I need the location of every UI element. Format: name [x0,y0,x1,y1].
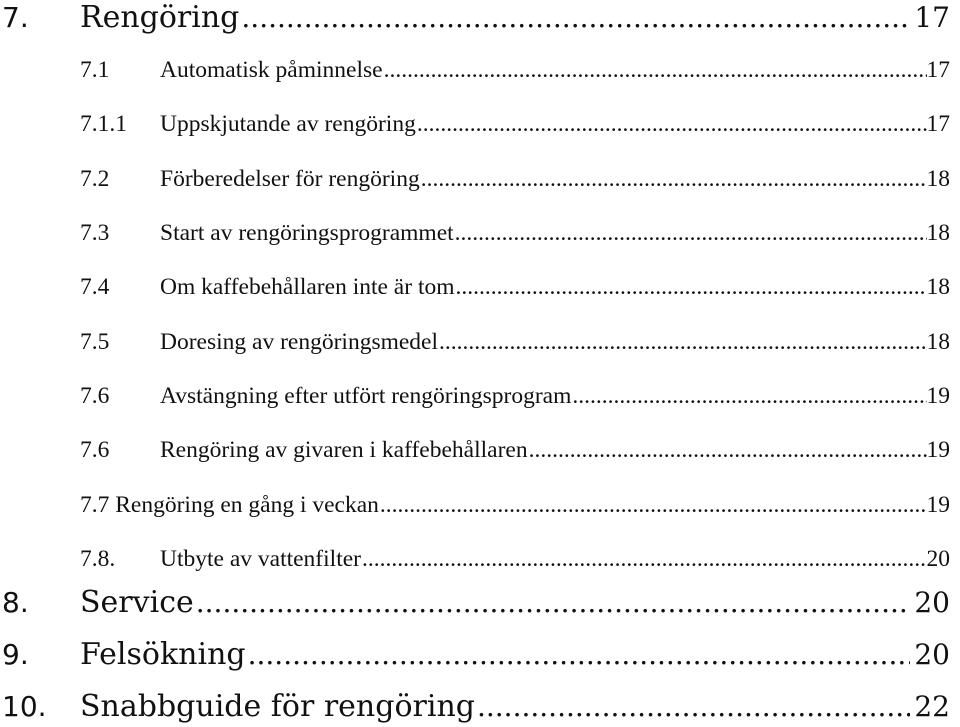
toc-entry-page: 19 [926,492,950,518]
toc-entry-7-6-b[interactable] [0,433,960,467]
toc-entry-page: 17 [926,111,950,137]
toc-entry-number: 8. [2,586,29,619]
toc-entry-page: 18 [926,274,950,300]
dot-leader [383,53,927,87]
toc-entry-title: Förberedelser för rengöring [160,166,420,192]
toc-entry-page: 20 [914,638,950,671]
toc-entry-title: Automatisk påminnelse [160,57,383,83]
toc-entry-title: Rengöring [80,0,240,35]
toc-entry-7-1-1[interactable] [0,107,960,141]
toc-entry-page: 22 [914,690,950,723]
toc-entry-number: 7. [2,1,29,34]
toc-entry-number: 9. [2,638,29,671]
dot-leader [379,488,927,522]
dot-leader [528,433,927,467]
toc-entry-8[interactable] [0,583,960,623]
toc-entry-title: Snabbguide för rengöring [80,689,475,724]
toc-entry-page: 20 [914,586,950,619]
toc-entry-7[interactable] [0,0,960,38]
toc-entry-number: 7.5 [80,329,110,355]
toc-entry-10[interactable] [0,687,960,727]
toc-entry-title: Avstängning efter utfört rengöringsprogram [160,383,572,409]
toc-entry-number: 7.6 [80,383,110,409]
toc-entry-page: 19 [926,437,950,463]
toc-entry-number: 7.8. [80,546,116,572]
toc-entry-number: 7.6 [80,437,110,463]
toc-entry-title: Om kaffebehållaren inte är tom [160,274,455,300]
toc-entry-number: 7.3 [80,220,110,246]
toc-entry-7-5[interactable] [0,325,960,359]
toc-entry-title: Felsökning [80,637,246,672]
toc-entry-title: 7.7 Rengöring en gång i veckan [80,492,379,518]
toc-entry-7-3[interactable] [0,216,960,250]
toc-entry-title: Utbyte av vattenfilter [160,546,361,572]
toc-entry-7-1[interactable] [0,53,960,87]
dot-leader [416,107,927,141]
dot-leader [194,583,911,623]
toc-entry-number: 7.4 [80,274,110,300]
toc-entry-title: Rengöring av givaren i kaffebehållaren [160,437,528,463]
toc-entry-7-2[interactable] [0,162,960,196]
toc-entry-page: 18 [926,220,950,246]
toc-entry-number: 7.1 [80,57,110,83]
toc-entry-7-6[interactable] [0,379,960,413]
toc-entry-page: 17 [914,1,950,34]
toc-entry-title: Uppskjutande av rengöring [160,111,416,137]
toc-entry-number: 7.2 [80,166,110,192]
dot-leader [571,379,926,413]
toc-entry-page: 17 [926,57,950,83]
dot-leader [475,687,910,727]
dot-leader [361,542,927,576]
toc-entry-title: Start av rengöringsprogrammet [160,220,454,246]
dot-leader [420,162,927,196]
toc-entry-page: 18 [926,329,950,355]
dot-leader [455,270,927,304]
dot-leader [239,0,910,38]
dot-leader [454,216,927,250]
toc-entry-page: 20 [926,546,950,572]
dot-leader [438,325,926,359]
dot-leader [246,635,911,675]
toc-entry-page: 18 [926,166,950,192]
toc-entry-page: 19 [926,383,950,409]
toc-entry-9[interactable] [0,635,960,675]
toc-entry-number: 10. [2,690,47,723]
toc-entry-number: 7.1.1 [80,111,127,137]
toc-entry-title: Doresing av rengöringsmedel [160,329,439,355]
toc-entry-7-7[interactable] [0,488,960,522]
toc-entry-7-8[interactable] [0,542,960,576]
toc-entry-title: Service [80,585,194,620]
toc-entry-7-4[interactable] [0,270,960,304]
